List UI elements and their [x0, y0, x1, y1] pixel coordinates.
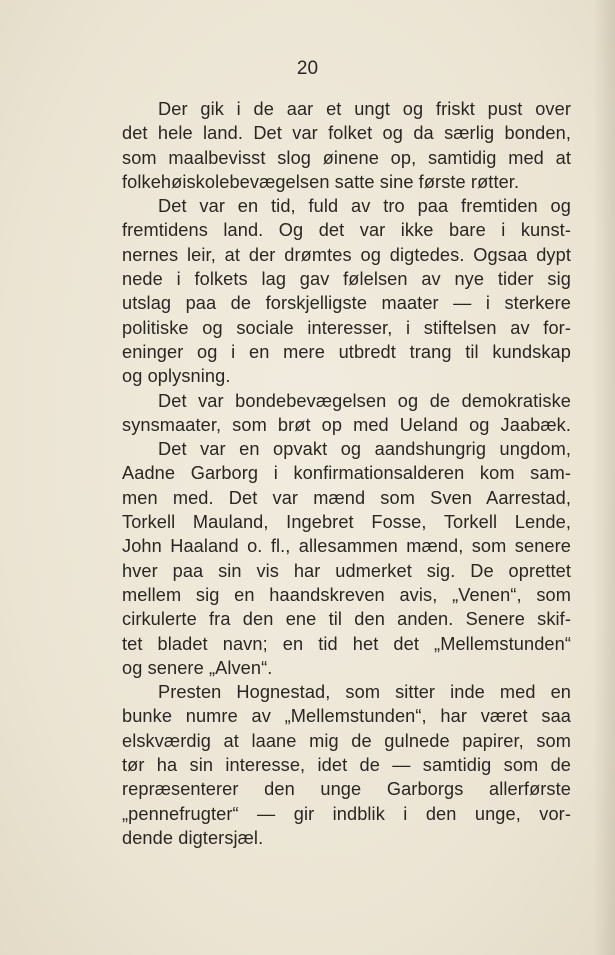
text-line: nede i folkets lag gav følelsen av nye tider sig — [122, 269, 571, 290]
text-line: elskværdig at laane mig de gulnede papirer, som — [122, 730, 571, 751]
text-line: politiske og sociale interesser, i stiftelsen av for- — [122, 317, 571, 338]
text-line: tør ha sin interesse, idet de — samtidig som de — [122, 755, 571, 776]
text-line: John Haaland o. fl., allesammen mænd, som senere — [122, 536, 571, 557]
text-line: eninger og i en mere utbredt trang til kundskap — [122, 341, 571, 362]
text-line: cirkulerte fra den ene til den anden. Senere skif- — [122, 609, 571, 630]
text-line: folkehøiskolebevægelsen satte sine første røtter. — [122, 171, 520, 192]
text-line: dende digtersjæl. — [122, 827, 264, 848]
text-line: hver paa sin vis har udmerket sig. De oprettet — [122, 560, 571, 581]
text-line: Det var en opvakt og aandshungrig ungdom, — [158, 439, 571, 460]
text-line: fremtidens land. Og det var ikke bare i kunst- — [122, 220, 571, 241]
text-line: Det var bondebevægelsen og de demokratiske — [158, 390, 571, 411]
text-line: men med. Det var mænd som Sven Aarrestad, — [122, 487, 571, 508]
text-line: Torkell Mauland, Ingebret Fosse, Torkell Lende, — [122, 512, 571, 533]
body-text — [122, 97, 571, 850]
page-number: 20 — [296, 58, 319, 79]
text-line: „pennefrugter“ — gir indblik i den unge, vor- — [122, 803, 571, 824]
text-line: bunke numre av „Mellemstunden“, har været saa — [122, 706, 571, 727]
text-line: og senere „Alven“. — [122, 657, 273, 678]
text-line: Aadne Garborg i konfirmationsalderen kom sam- — [122, 463, 571, 484]
text-line: som maalbevisst slog øinene op, samtidig med at — [122, 147, 571, 168]
text-line: Det var en tid, fuld av tro paa fremtiden og — [158, 196, 571, 217]
text-line: tet bladet navn; en tid het det „Mellemstunden“ — [122, 633, 571, 654]
text-line: utslag paa de forskjelligste maater — i sterkere — [122, 293, 571, 314]
text-line: det hele land. Det var folket og da særlig bonden, — [122, 123, 571, 144]
page-edge-shadow — [593, 0, 615, 955]
text-line: nernes leir, at der drømtes og digtedes. Ogsaa dypt — [122, 244, 571, 265]
text-line: mellem sig en haandskreven avis, „Venen“, som — [122, 584, 571, 605]
text-line: repræsenterer den unge Garborgs allerførste — [122, 779, 571, 800]
text-line: og oplysning. — [122, 366, 231, 387]
text-line: Der gik i de aar et ungt og friskt pust over — [158, 99, 571, 119]
text-line: Presten Hognestad, som sitter inde med en — [158, 682, 571, 703]
text-line: synsmaater, som brøt op med Ueland og Jaabæk. — [122, 414, 571, 435]
